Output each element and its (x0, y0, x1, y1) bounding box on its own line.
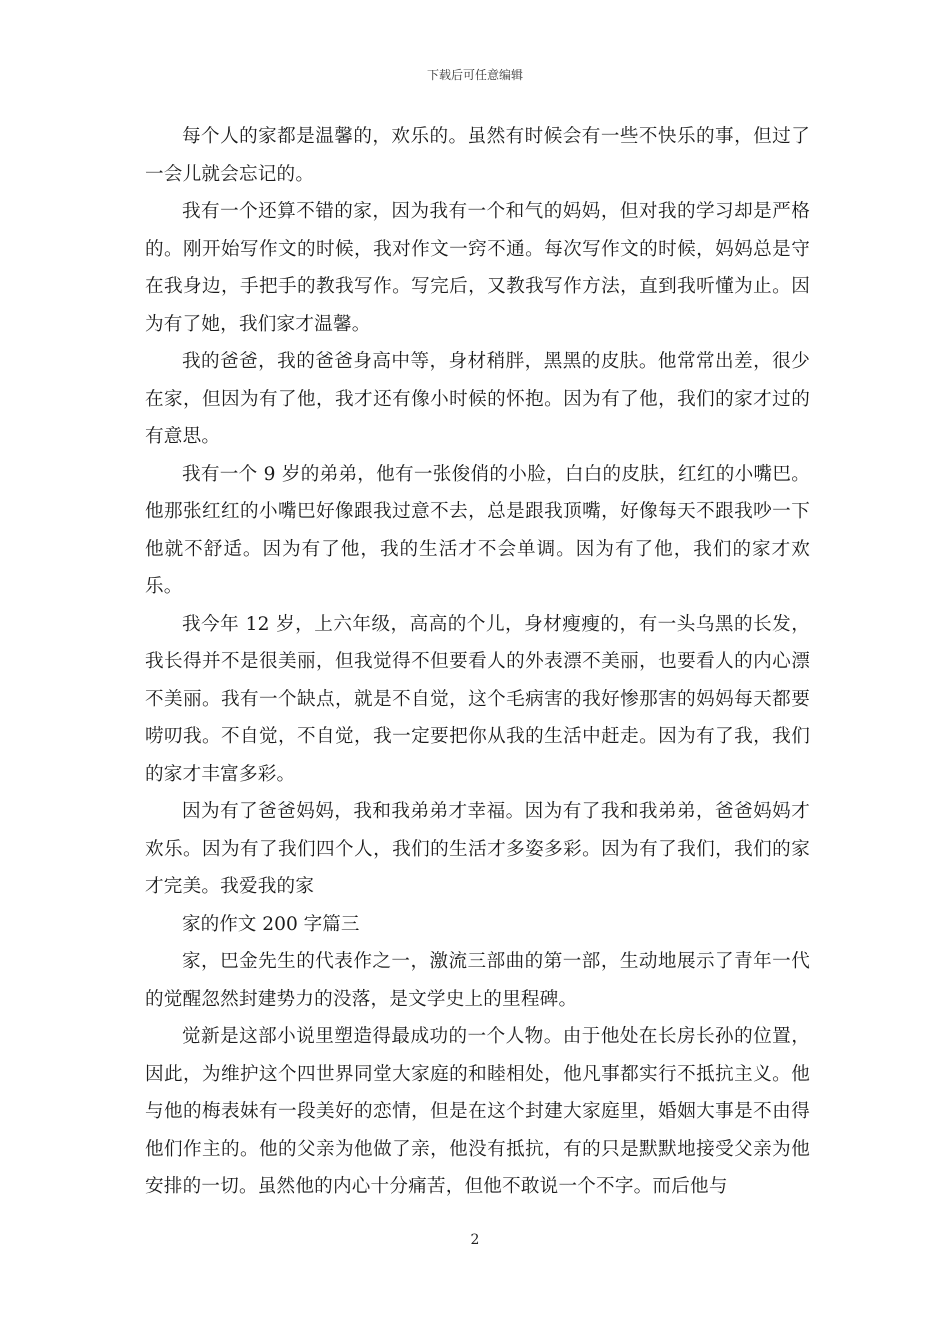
document-body (145, 118, 810, 1206)
paragraph: 我有一个还算不错的家，因为我有一个和气的妈妈，但对我的学习却是严格的。刚开始写作文的时候，我对作文一窍不通。每次写作文的时候，妈妈总是守在我身边，手把手的教我写作。写完后，又教我写作方法，直到我听懂为止。因为有了她，我们家才温馨。 (145, 201, 810, 335)
paragraph: 家，巴金先生的代表作之一，激流三部曲的第一部，生动地展示了青年一代的觉醒忽然封建势力的没落，是文学史上的里程碑。 (145, 951, 810, 1010)
paragraph: 我有一个 9 岁的弟弟，他有一张俊俏的小脸，白白的皮肤，红红的小嘴巴。他那张红红的小嘴巴好像跟我过意不去，总是跟我顶嘴，好像每天不跟我吵一下他就不舒适。因为有了他，我的生活才不会单调。因为有了他，我们的家才欢乐。 (145, 463, 810, 597)
paragraph: 因为有了爸爸妈妈，我和我弟弟才幸福。因为有了我和我弟弟，爸爸妈妈才欢乐。因为有了我们四个人，我们的生活才多姿多彩。因为有了我们，我们的家才完美。我爱我的家 (145, 801, 810, 897)
section-heading: 家的作文 200 字篇三 (182, 913, 360, 935)
paragraph: 每个人的家都是温馨的，欢乐的。虽然有时候会有一些不快乐的事，但过了一会儿就会忘记的。 (145, 126, 810, 185)
paragraph: 觉新是这部小说里塑造得最成功的一个人物。由于他处在长房长孙的位置，因此，为维护这个四世界同堂大家庭的和睦相处，他凡事都实行不抵抗主义。他与他的梅表妹有一段美好的恋情，但是在这个封建大家庭里，婚姻大事是不由得他们作主的。他的父亲为他做了亲，他没有抵抗，有的只是默默地接受父亲为他安排的一切。虽然他的内心十分痛苦，但他不敢说一个不字。而后他与 (145, 1026, 810, 1197)
paragraph: 我的爸爸，我的爸爸身高中等，身材稍胖，黑黑的皮肤。他常常出差，很少在家，但因为有了他，我才还有像小时候的怀抱。因为有了他，我们的家才过的有意思。 (145, 351, 810, 447)
page-header: 下载后可任意编辑 (426, 68, 523, 82)
page-number: 2 (470, 1232, 480, 1248)
paragraph: 我今年 12 岁，上六年级，高高的个儿，身材瘦瘦的，有一头乌黑的长发，我长得并不是很美丽，但我觉得不但要看人的外表漂不美丽，也要看人的内心漂不美丽。我有一个缺点，就是不自觉，这个毛病害的我好惨那害的妈妈每天都要唠叨我。不自觉，不自觉，我一定要把你从我的生活中赶走。因为有了我，我们的家才丰富多彩。 (145, 613, 810, 785)
